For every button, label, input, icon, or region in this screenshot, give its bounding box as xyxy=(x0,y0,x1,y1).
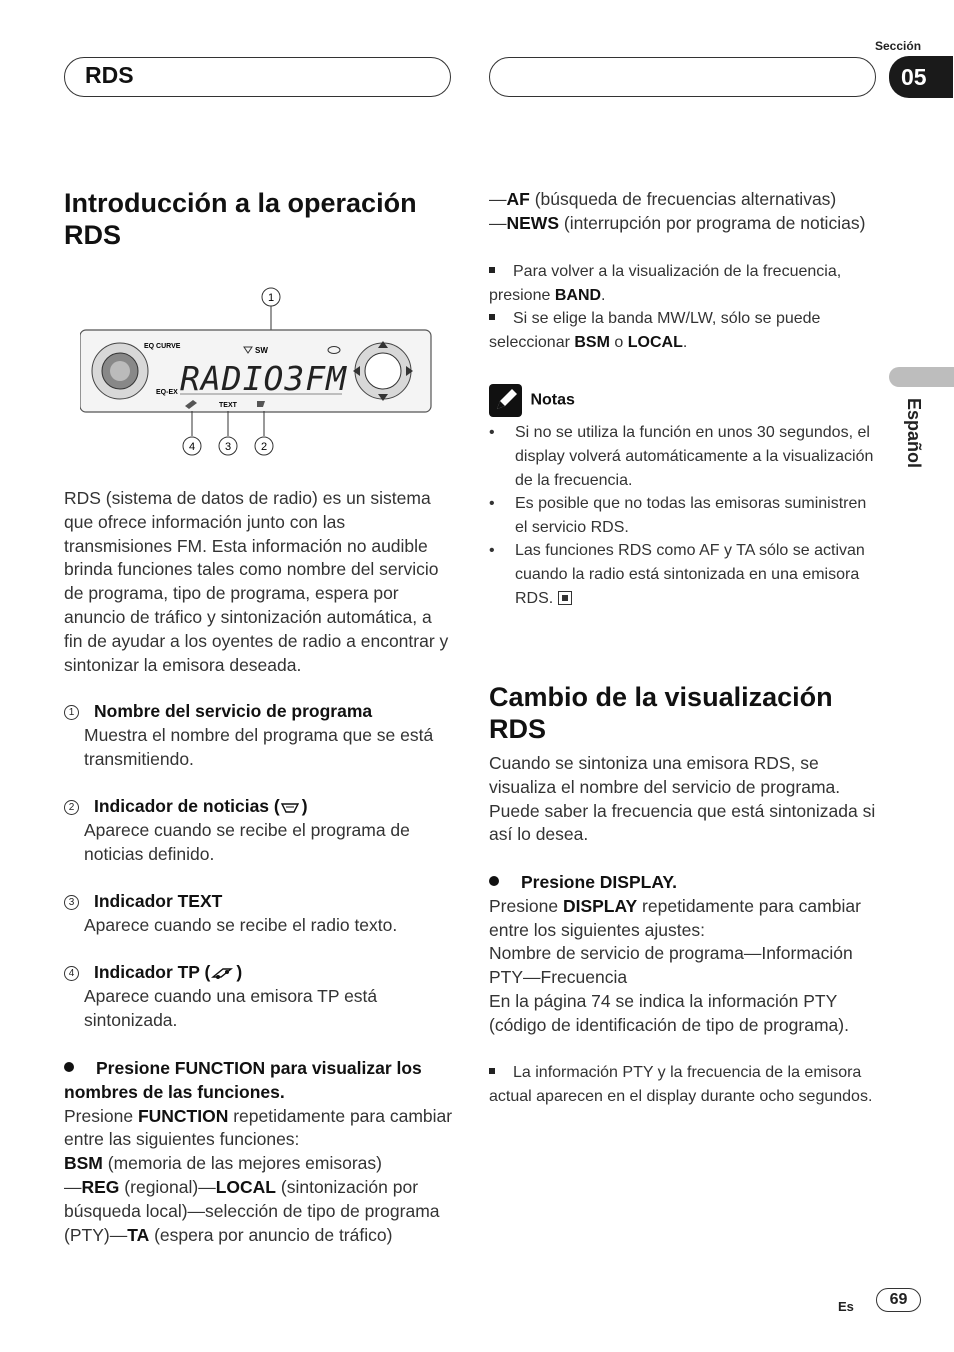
item-title: Indicador de noticias ( xyxy=(94,796,280,816)
item-desc: Muestra el nombre del programa que se está transmitiendo. xyxy=(84,724,434,769)
tp-icon xyxy=(210,963,236,977)
function-list: BSM (memoria de las mejores emisoras) —REG (regional)—LOCAL (sintonización por búsqueda local)—selección de tipo de programa (PTY)—TA (espera por anuncio de tráfico) xyxy=(64,1153,440,1245)
legend-item-1 xyxy=(64,700,454,771)
callout-3: 3 xyxy=(224,441,232,453)
item-desc: Aparece cuando se recibe el programa de noticias definido. xyxy=(84,819,410,864)
segment-display-text: RADIO3FM xyxy=(180,359,347,398)
item-desc: Aparece cuando una emisora TP está sintonizada. xyxy=(84,985,378,1030)
nota-item-3: • Las funciones RDS como AF y TA sólo se activan cuando la radio está sintonizada en una emisora RDS. xyxy=(489,542,865,607)
legend-item-4 xyxy=(64,961,454,1032)
notas-title: Notas xyxy=(530,391,575,409)
callout-2: 2 xyxy=(260,441,268,453)
item-number: 4 xyxy=(64,966,79,981)
display-step xyxy=(489,871,881,1038)
note-bullet-pty: La información PTY y la frecuencia de la emisora actual aparecen en el display durante ocho segundos. xyxy=(489,1064,873,1105)
news-icon xyxy=(280,797,302,811)
text-indicator-label: TEXT xyxy=(219,402,237,409)
pencil-note-icon xyxy=(489,384,522,417)
intro-paragraph: RDS (sistema de datos de radio) es un sistema que ofrece información junto con las transmisiones FM. Esta información no audible brinda funciones tales como nombre del servicio de programa, tipo de programa, espera por anuncio de tráfico y sintonización automática, a fin de ayudar a los oyentes de radio a encontrar y sintonizar la emisora deseada. xyxy=(64,488,449,675)
nota-item-1: • Si no se utiliza la función en unos 30 segundos, el display volverá automáticamente a la visualización de la frecuencia. xyxy=(489,424,874,489)
eq-ex-label: EQ-EX xyxy=(156,389,178,396)
step-text: Presione DISPLAY repetidamente para cambiar entre los siguientes ajustes: xyxy=(489,895,861,940)
language-label: Español xyxy=(904,398,924,469)
heading-cambio-visualizacion: Cambio de la visualización RDS xyxy=(489,682,833,744)
eq-curve-label: EQ CURVE xyxy=(144,343,181,350)
section-header-left xyxy=(64,57,451,97)
sw-label: SW xyxy=(255,346,268,355)
square-bullet xyxy=(489,267,495,273)
legend-item-3 xyxy=(64,890,454,938)
step-title: Presione FUNCTION para visualizar los nombres de las funciones. xyxy=(64,1058,422,1102)
square-bullet xyxy=(489,314,495,320)
step-text: Presione FUNCTION repetidamente para cambiar entre las siguientes funciones: xyxy=(64,1105,453,1150)
square-bullet xyxy=(489,1068,495,1074)
item-number: 1 xyxy=(64,705,79,720)
display-modes-list: Nombre de servicio de programa—Información PTY—Frecuencia xyxy=(489,943,853,988)
step-title: Presione DISPLAY. xyxy=(521,872,677,892)
end-mark-icon xyxy=(558,591,572,605)
section-title: RDS xyxy=(85,62,134,88)
nota-item-2: • Es posible que no todas las emisoras suministren el servicio RDS. xyxy=(489,495,867,536)
callout-4: 4 xyxy=(188,441,196,453)
note-bullet-band: Para volver a la visualización de la frecuencia, presione BAND. xyxy=(489,263,842,304)
page-number: 69 xyxy=(876,1288,921,1312)
language-tab-marker xyxy=(889,367,954,387)
item-desc: Aparece cuando se recibe el radio texto. xyxy=(84,914,398,935)
heading-intro-rds: Introducción a la operación RDS xyxy=(64,188,417,250)
item-title: Indicador TP ( xyxy=(94,962,211,982)
footer-language-code: Es xyxy=(838,1299,854,1314)
seccion-label: Sección xyxy=(875,39,922,53)
legend-item-2 xyxy=(64,795,454,866)
callout-1: 1 xyxy=(267,292,275,304)
note-bullet-mwlw: Si se elige la banda MW/LW, sólo se puede seleccionar BSM o LOCAL. xyxy=(489,310,821,351)
radio-display-figure xyxy=(80,284,432,459)
item-number: 3 xyxy=(64,895,79,910)
section-number-badge: 05 xyxy=(889,56,953,98)
display-paragraph: Cuando se sintoniza una emisora RDS, se visualiza el nombre del servicio de programa. Puede saber la frecuencia que está sintonizada si así lo desea. xyxy=(489,753,876,845)
radio-display-illustration xyxy=(80,284,432,459)
section-header-right xyxy=(489,57,876,97)
function-list-continued: —AF (búsqueda de frecuencias alternativas) —NEWS (interrupción por programa de noticias) xyxy=(489,189,866,233)
item-title-end: ) xyxy=(301,796,308,816)
item-title: Indicador TEXT xyxy=(94,891,223,911)
item-title-end: ) xyxy=(236,962,243,982)
bullet-dot xyxy=(489,876,499,886)
function-step xyxy=(64,1057,454,1247)
item-title: Nombre del servicio de programa xyxy=(94,701,373,721)
notas-header xyxy=(489,384,881,417)
item-number: 2 xyxy=(64,800,79,815)
bullet-dot xyxy=(64,1062,74,1072)
pty-reference: En la página 74 se indica la información PTY (código de identificación de tipo de programa). xyxy=(489,990,849,1035)
